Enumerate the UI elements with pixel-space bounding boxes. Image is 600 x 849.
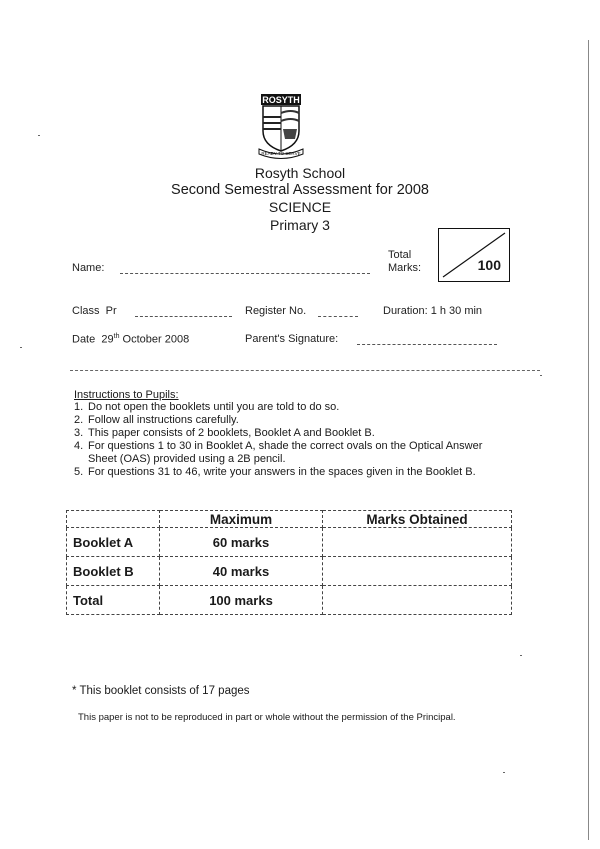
total-marks-value: 100 (477, 257, 501, 273)
header-maximum: Maximum (160, 511, 323, 528)
table-row (67, 557, 512, 586)
scan-speck (540, 375, 542, 376)
marks-table (66, 510, 512, 615)
signature-label: Parent's Signature: (245, 333, 339, 345)
copyright-note: This paper is not to be reproduced in part or whole without the permission of the Principal. (78, 712, 456, 723)
register-label: Register No. (245, 305, 307, 317)
table-row (67, 528, 512, 557)
instructions-list (74, 401, 514, 479)
total-label: Total (388, 249, 412, 261)
instruction-item: 4. For questions 1 to 30 in Booklet A, shade the correct ovals on the Optical Answer Sheet (OAS) provided using a 2B pencil. (74, 440, 483, 465)
section-divider (70, 370, 540, 371)
row-label: Booklet B (67, 557, 160, 586)
header-marks-obtained: Marks Obtained (323, 511, 512, 528)
table-row (67, 586, 512, 615)
scan-speck (38, 135, 40, 136)
level-title: Primary 3 (270, 217, 330, 233)
name-field[interactable] (120, 273, 370, 274)
date-text: Date 29th October 2008 (72, 333, 190, 346)
subject-title: SCIENCE (268, 199, 332, 215)
assessment-title: Second Semestral Assessment for 2008 (171, 182, 429, 198)
scan-edge-line (588, 40, 590, 840)
row-obtained[interactable] (323, 557, 512, 586)
instruction-item: 3. This paper consists of 2 booklets, Booklet A and Booklet B. (74, 427, 375, 439)
row-label: Booklet A (67, 528, 160, 557)
instruction-item: 2. Follow all instructions carefully. (74, 414, 239, 426)
row-label: Total (67, 586, 160, 615)
row-obtained[interactable] (323, 528, 512, 557)
instruction-item: 5. For questions 31 to 46, write your answers in the spaces given in the Booklet B. (74, 466, 476, 478)
class-label: Class Pr (72, 305, 117, 317)
name-label: Name: (72, 262, 105, 274)
row-max: 100 marks (160, 586, 323, 615)
table-header-row (67, 511, 512, 528)
svg-text:READY TO SERVE: READY TO SERVE (261, 151, 301, 156)
scan-speck (20, 347, 22, 348)
scan-speck (520, 655, 522, 656)
total-marks-box (438, 228, 510, 282)
row-max: 60 marks (160, 528, 323, 557)
row-obtained[interactable] (323, 586, 512, 615)
marks-label: Marks: (388, 262, 421, 274)
signature-field[interactable] (357, 344, 497, 345)
register-field[interactable] (318, 316, 358, 317)
class-field[interactable] (135, 316, 232, 317)
school-crest-logo (255, 93, 307, 159)
diagonal-line-icon (439, 229, 509, 281)
page-count-note: * This booklet consists of 17 pages (72, 685, 250, 697)
header-blank (67, 511, 160, 528)
instruction-item: 1. Do not open the booklets until you are told to do so. (74, 401, 340, 413)
row-max: 40 marks (160, 557, 323, 586)
instructions-title: Instructions to Pupils: (74, 389, 179, 401)
school-name: Rosyth School (254, 165, 346, 181)
svg-text:ROSYTH: ROSYTH (262, 95, 300, 105)
duration-text: Duration: 1 h 30 min (383, 305, 483, 317)
scan-speck (503, 772, 505, 773)
